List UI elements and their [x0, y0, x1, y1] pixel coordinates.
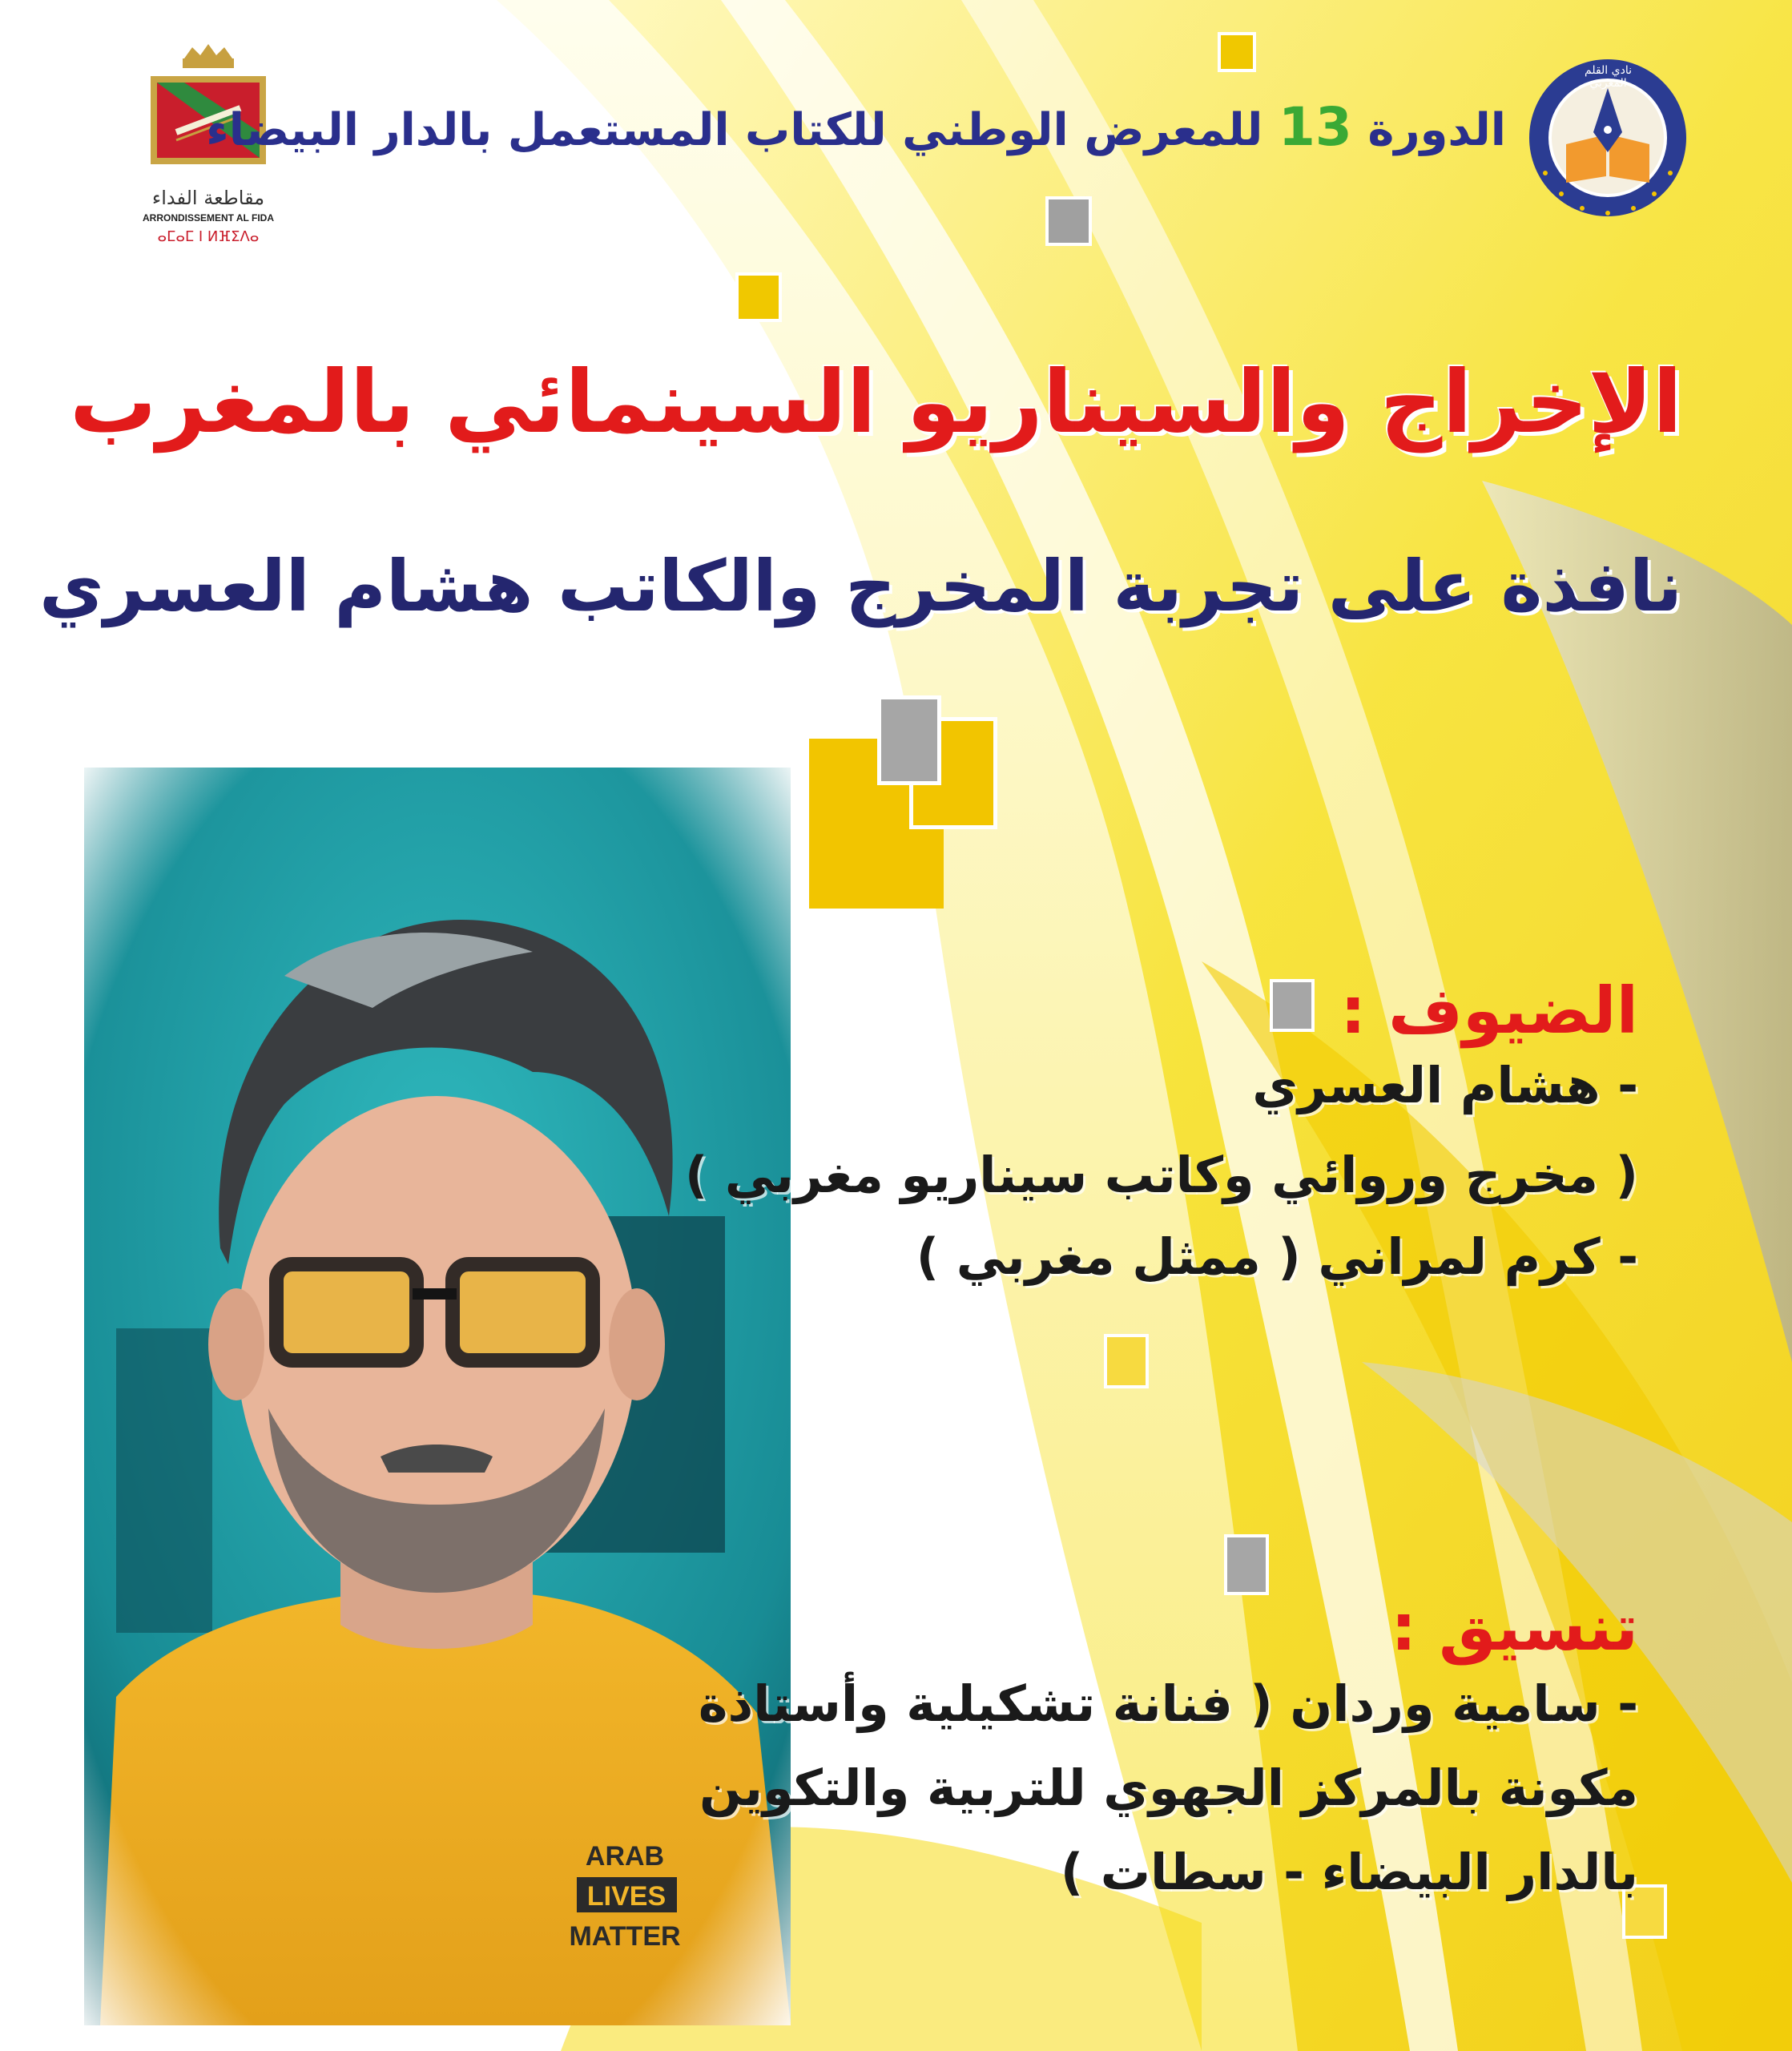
deco-square-gray: [1224, 1534, 1269, 1595]
logo-left-french: ARRONDISSEMENT AL FIDA: [142, 212, 274, 224]
portrait-image: [84, 768, 791, 2025]
coordination-line-1: - سامية وردان ( فنانة تشكيلية وأستاذة: [698, 1674, 1638, 1733]
guest-line-2: ( مخرج وروائي وكاتب سيناريو مغربي ): [685, 1146, 1638, 1204]
main-title: الإخراج والسيناريو السينمائي بالمغرب: [69, 353, 1682, 453]
guest-line-1: - هشام العسري: [1252, 1056, 1638, 1114]
coordination-line-2: مكونة بالمركز الجهوي للتربية والتكوين: [699, 1759, 1638, 1817]
coordination-heading: تنسيق :: [1391, 1590, 1638, 1665]
logo-left-tifinagh: ⴰⵎⴰⵎ ⵏ ⵍⴼⵉⴷⴰ: [157, 228, 260, 245]
deco-square-gray: [1045, 196, 1092, 246]
deco-square-yellow: [1104, 1334, 1149, 1388]
deco-square-yellow: [1218, 32, 1256, 72]
guest-line-3: - كرم لمراني ( ممثل مغربي ): [916, 1227, 1638, 1286]
sub-title: نافذة على تجربة المخرج والكاتب هشام العسري: [38, 545, 1682, 627]
club-emblem: [1526, 56, 1690, 220]
festival-number: 13: [1278, 96, 1352, 158]
deco-square-yellow: [735, 272, 782, 322]
festival-title: [206, 96, 1506, 168]
guests-heading: الضيوف :: [1340, 973, 1638, 1048]
guest-portrait-photo: [84, 768, 791, 2025]
coordination-line-3: بالدار البيضاء - سطات ): [1060, 1843, 1638, 1901]
emblem-ring-text: نادي القلم المغربي: [1585, 64, 1632, 90]
festival-prefix: الدورة: [1367, 104, 1506, 156]
deco-square-gray: [877, 695, 941, 785]
festival-suffix: للمعرض الوطني للكتاب المستعمل بالدار البيضاء: [206, 104, 1263, 156]
logo-left-arabic: مقاطعة الفداء: [151, 187, 265, 209]
